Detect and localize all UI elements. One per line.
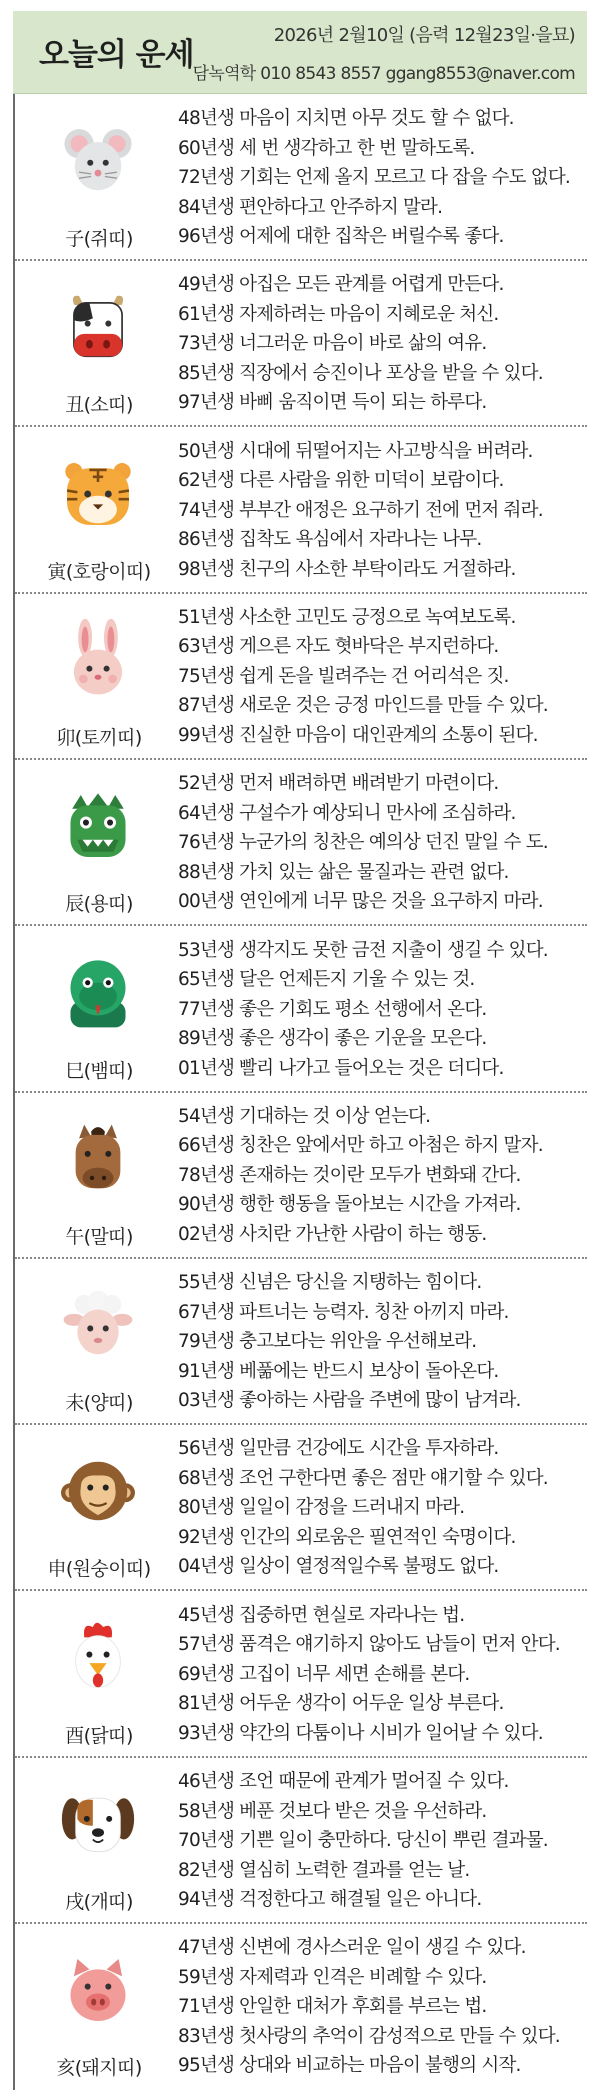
fortune-line: 95년생 상대와 비교하는 마음이 불행의 시작. xyxy=(178,2055,521,2077)
section-divider xyxy=(15,1589,587,1591)
fortune-line: 73년생 너그러운 마음이 바로 삶의 여유. xyxy=(178,333,487,355)
fortune-lines xyxy=(178,104,587,252)
zodiac-label: 亥(돼지띠) xyxy=(56,2057,142,2080)
fortune-line: 45년생 집중하면 현실로 자라나는 법. xyxy=(178,1604,465,1626)
fortune-line: 79년생 충고보다는 위안을 우선해보라. xyxy=(178,1331,477,1353)
fortune-lines xyxy=(178,437,587,585)
fortune-line: 63년생 게으른 자도 혓바닥은 부지런하다. xyxy=(178,636,499,658)
fortune-line: 66년생 칭찬은 앞에서만 하고 아첨은 하지 말자. xyxy=(178,1135,543,1157)
zodiac-section xyxy=(15,928,587,1093)
fortune-line: 76년생 누군가의 칭찬은 예의상 던진 말일 수 도. xyxy=(178,832,548,854)
rooster-icon xyxy=(55,1615,141,1701)
fortune-line: 54년생 기대하는 것 이상 얻는다. xyxy=(178,1105,431,1127)
zodiac-section xyxy=(15,96,587,261)
section-divider xyxy=(15,1091,587,1093)
header-banner xyxy=(13,11,587,94)
fortune-line: 83년생 첫사랑의 추억이 감성적으로 만들 수 있다. xyxy=(178,2025,560,2047)
zodiac-section xyxy=(15,429,587,594)
fortune-line: 64년생 구설수가 예상되니 만사에 조심하라. xyxy=(178,802,516,824)
fortune-line: 71년생 안일한 대처가 후회를 부르는 법. xyxy=(178,1996,487,2018)
fortune-line: 99년생 진실한 마음이 대인관계의 소통이 된다. xyxy=(178,724,538,746)
fortune-line: 04년생 일상이 열정적일수록 불평도 없다. xyxy=(178,1556,499,1578)
fortune-line: 56년생 일만큼 건강에도 시간을 투자하라. xyxy=(178,1438,499,1460)
fortune-line: 89년생 좋은 생각이 좋은 기운을 모은다. xyxy=(178,1028,487,1049)
fortune-lines xyxy=(178,769,587,917)
section-divider xyxy=(15,1922,587,1924)
fortune-line: 60년생 세 번 생각하고 한 번 말하도록. xyxy=(178,137,475,159)
section-divider xyxy=(15,425,587,427)
fortune-line: 50년생 시대에 뒤떨어지는 사고방식을 버려라. xyxy=(178,440,533,462)
zodiac-section xyxy=(15,1593,587,1758)
fortune-line: 67년생 파트너는 능력자. 칭찬 아끼지 마라. xyxy=(178,1301,509,1323)
fortune-line: 51년생 사소한 고민도 긍정으로 녹여보도록. xyxy=(178,606,516,628)
fortune-lines xyxy=(178,1933,587,2081)
fortune-line: 70년생 기쁜 일이 충만하다. 당신이 뿌린 결과물. xyxy=(178,1830,548,1851)
section-divider xyxy=(15,592,587,594)
zodiac-label: 寅(호랑이띠) xyxy=(47,560,151,583)
section-divider xyxy=(15,259,587,261)
fortune-line: 81년생 어두운 생각이 어두운 일상 부른다. xyxy=(178,1693,504,1715)
fortune-lines xyxy=(178,270,587,418)
zodiac-section xyxy=(15,1260,587,1425)
fortune-line: 97년생 바삐 움직이면 득이 되는 하루다. xyxy=(178,392,487,414)
fortune-line: 49년생 아집은 모든 관계를 어렵게 만든다. xyxy=(178,274,504,296)
pig-icon xyxy=(55,1947,141,2033)
fortune-line: 65년생 달은 언제든지 기울 수 있는 것. xyxy=(178,969,475,990)
zodiac-label: 未(양띠) xyxy=(65,1392,133,1415)
fortune-line: 57년생 품격은 얘기하지 않아도 남들이 먼저 안다. xyxy=(178,1634,560,1656)
fortune-line: 84년생 편안하다고 안주하지 말라. xyxy=(178,196,443,218)
tiger-icon xyxy=(55,451,141,537)
fortune-line: 62년생 다른 사람을 위한 미덕이 보람이다. xyxy=(178,470,504,492)
fortune-lines xyxy=(178,1601,587,1749)
cow-icon xyxy=(55,284,141,370)
zodiac-section xyxy=(15,262,587,427)
zodiac-label: 申(원숭이띠) xyxy=(47,1558,151,1581)
snake-icon xyxy=(55,950,141,1036)
zodiac-section xyxy=(15,1426,587,1591)
fortune-line: 75년생 쉽게 돈을 빌려주는 건 어리석은 짓. xyxy=(178,665,509,687)
zodiac-section xyxy=(15,761,587,926)
fortune-line: 96년생 어제에 대한 집착은 버릴수록 좋다. xyxy=(178,226,504,247)
fortune-line: 01년생 빨리 나가고 들어오는 것은 더디다. xyxy=(178,1057,504,1079)
fortune-line: 48년생 마음이 지치면 아무 것도 할 수 없다. xyxy=(178,108,514,129)
header-date: 2026년 2월10일 (음력 12월23일·을묘) xyxy=(273,25,575,46)
fortune-line: 59년생 자제력과 인격은 비례할 수 있다. xyxy=(178,1966,487,1988)
fortune-lines xyxy=(178,1434,587,1582)
fortune-line: 53년생 생각지도 못한 금전 지출이 생길 수 있다. xyxy=(178,939,548,961)
fortune-line: 61년생 자제하려는 마음이 지혜로운 처신. xyxy=(178,303,499,325)
fortune-lines xyxy=(178,1767,587,1915)
fortune-line: 77년생 좋은 기회도 평소 선행에서 온다. xyxy=(178,998,487,1020)
fortune-line: 86년생 집착도 욕심에서 자라나는 나무. xyxy=(178,529,482,551)
fortune-line: 02년생 사치란 가난한 사람이 하는 행동. xyxy=(178,1223,487,1245)
horse-icon xyxy=(55,1116,141,1202)
fortune-lines xyxy=(178,603,587,751)
fortune-line: 72년생 기회는 언제 올지 모르고 다 잡을 수도 없다. xyxy=(178,167,571,188)
fortune-line: 85년생 직장에서 승진이나 포상을 받을 수 있다. xyxy=(178,362,543,384)
fortune-line: 87년생 새로운 것은 긍정 마인드를 만들 수 있다. xyxy=(178,695,548,717)
fortune-line: 55년생 신념은 당신을 지탱하는 힘이다. xyxy=(178,1272,482,1294)
fortune-line: 03년생 좋아하는 사람을 주변에 많이 남겨라. xyxy=(178,1390,521,1412)
rabbit-icon xyxy=(55,617,141,703)
dog-icon xyxy=(55,1781,141,1867)
fortune-line: 78년생 존재하는 것이란 모두가 변화돼 간다. xyxy=(178,1164,521,1186)
fortune-line: 74년생 부부간 애정은 요구하기 전에 먼저 줘라. xyxy=(178,499,543,521)
zodiac-section xyxy=(15,1759,587,1924)
fortune-lines xyxy=(178,936,587,1084)
zodiac-label: 戌(개띠) xyxy=(65,1891,133,1913)
zodiac-label: 卯(토끼띠) xyxy=(56,726,142,749)
dragon-icon xyxy=(55,783,141,869)
zodiac-label: 午(말띠) xyxy=(65,1225,133,1248)
zodiac-section xyxy=(15,1094,587,1259)
fortune-line: 82년생 열심히 노력한 결과를 얻는 날. xyxy=(178,1859,470,1881)
zodiac-label: 辰(용띠) xyxy=(65,893,133,916)
zodiac-section xyxy=(15,1925,587,2090)
fortune-line: 46년생 조언 때문에 관계가 멀어질 수 있다. xyxy=(178,1771,509,1792)
fortune-line: 52년생 먼저 배려하면 배려받기 마련이다. xyxy=(178,773,499,795)
fortune-line: 91년생 베풂에는 반드시 보상이 돌아온다. xyxy=(178,1360,499,1382)
zodiac-label: 酉(닭띠) xyxy=(65,1724,133,1747)
fortune-line: 88년생 가치 있는 삶은 물질과는 관련 없다. xyxy=(178,861,509,883)
fortune-line: 94년생 걱정한다고 해결될 일은 아니다. xyxy=(178,1889,482,1910)
fortune-line: 00년생 연인에게 너무 많은 것을 요구하지 마라. xyxy=(178,891,543,913)
fortune-line: 80년생 일일이 감정을 드러내지 마라. xyxy=(178,1497,465,1519)
header-contact: 담녹역학 010 8543 8557 ggang8553@naver.com xyxy=(192,64,575,84)
fortune-line: 93년생 약간의 다툼이나 시비가 일어날 수 있다. xyxy=(178,1722,543,1744)
fortune-line: 69년생 고집이 너무 세면 손해를 본다. xyxy=(178,1663,470,1685)
rat-icon xyxy=(55,118,141,204)
fortune-lines xyxy=(178,1102,587,1250)
fortune-lines xyxy=(178,1268,587,1416)
sheep-icon xyxy=(55,1282,141,1368)
fortune-line: 98년생 친구의 사소한 부탁이라도 거절하라. xyxy=(178,558,516,580)
section-divider xyxy=(15,1257,587,1259)
section-divider xyxy=(15,758,587,760)
fortune-line: 47년생 신변에 경사스러운 일이 생길 수 있다. xyxy=(178,1937,526,1959)
section-divider xyxy=(15,924,587,926)
fortune-line: 92년생 인간의 외로움은 필연적인 숙명이다. xyxy=(178,1526,516,1548)
zodiac-section xyxy=(15,595,587,760)
zodiac-label: 丑(소띠) xyxy=(65,394,133,417)
zodiac-label: 子(쥐띠) xyxy=(65,228,133,250)
fortune-line: 68년생 조언 구한다면 좋은 점만 얘기할 수 있다. xyxy=(178,1467,548,1489)
monkey-icon xyxy=(55,1448,141,1534)
page-title: 오늘의 운세 xyxy=(39,37,194,73)
fortune-line: 90년생 행한 행동을 돌아보는 시간을 가져라. xyxy=(178,1194,521,1216)
section-divider xyxy=(15,1423,587,1425)
section-divider xyxy=(15,1756,587,1758)
fortune-line: 58년생 베푼 것보다 받은 것을 우선하라. xyxy=(178,1800,487,1822)
zodiac-label: 巳(뱀띠) xyxy=(65,1059,133,1082)
